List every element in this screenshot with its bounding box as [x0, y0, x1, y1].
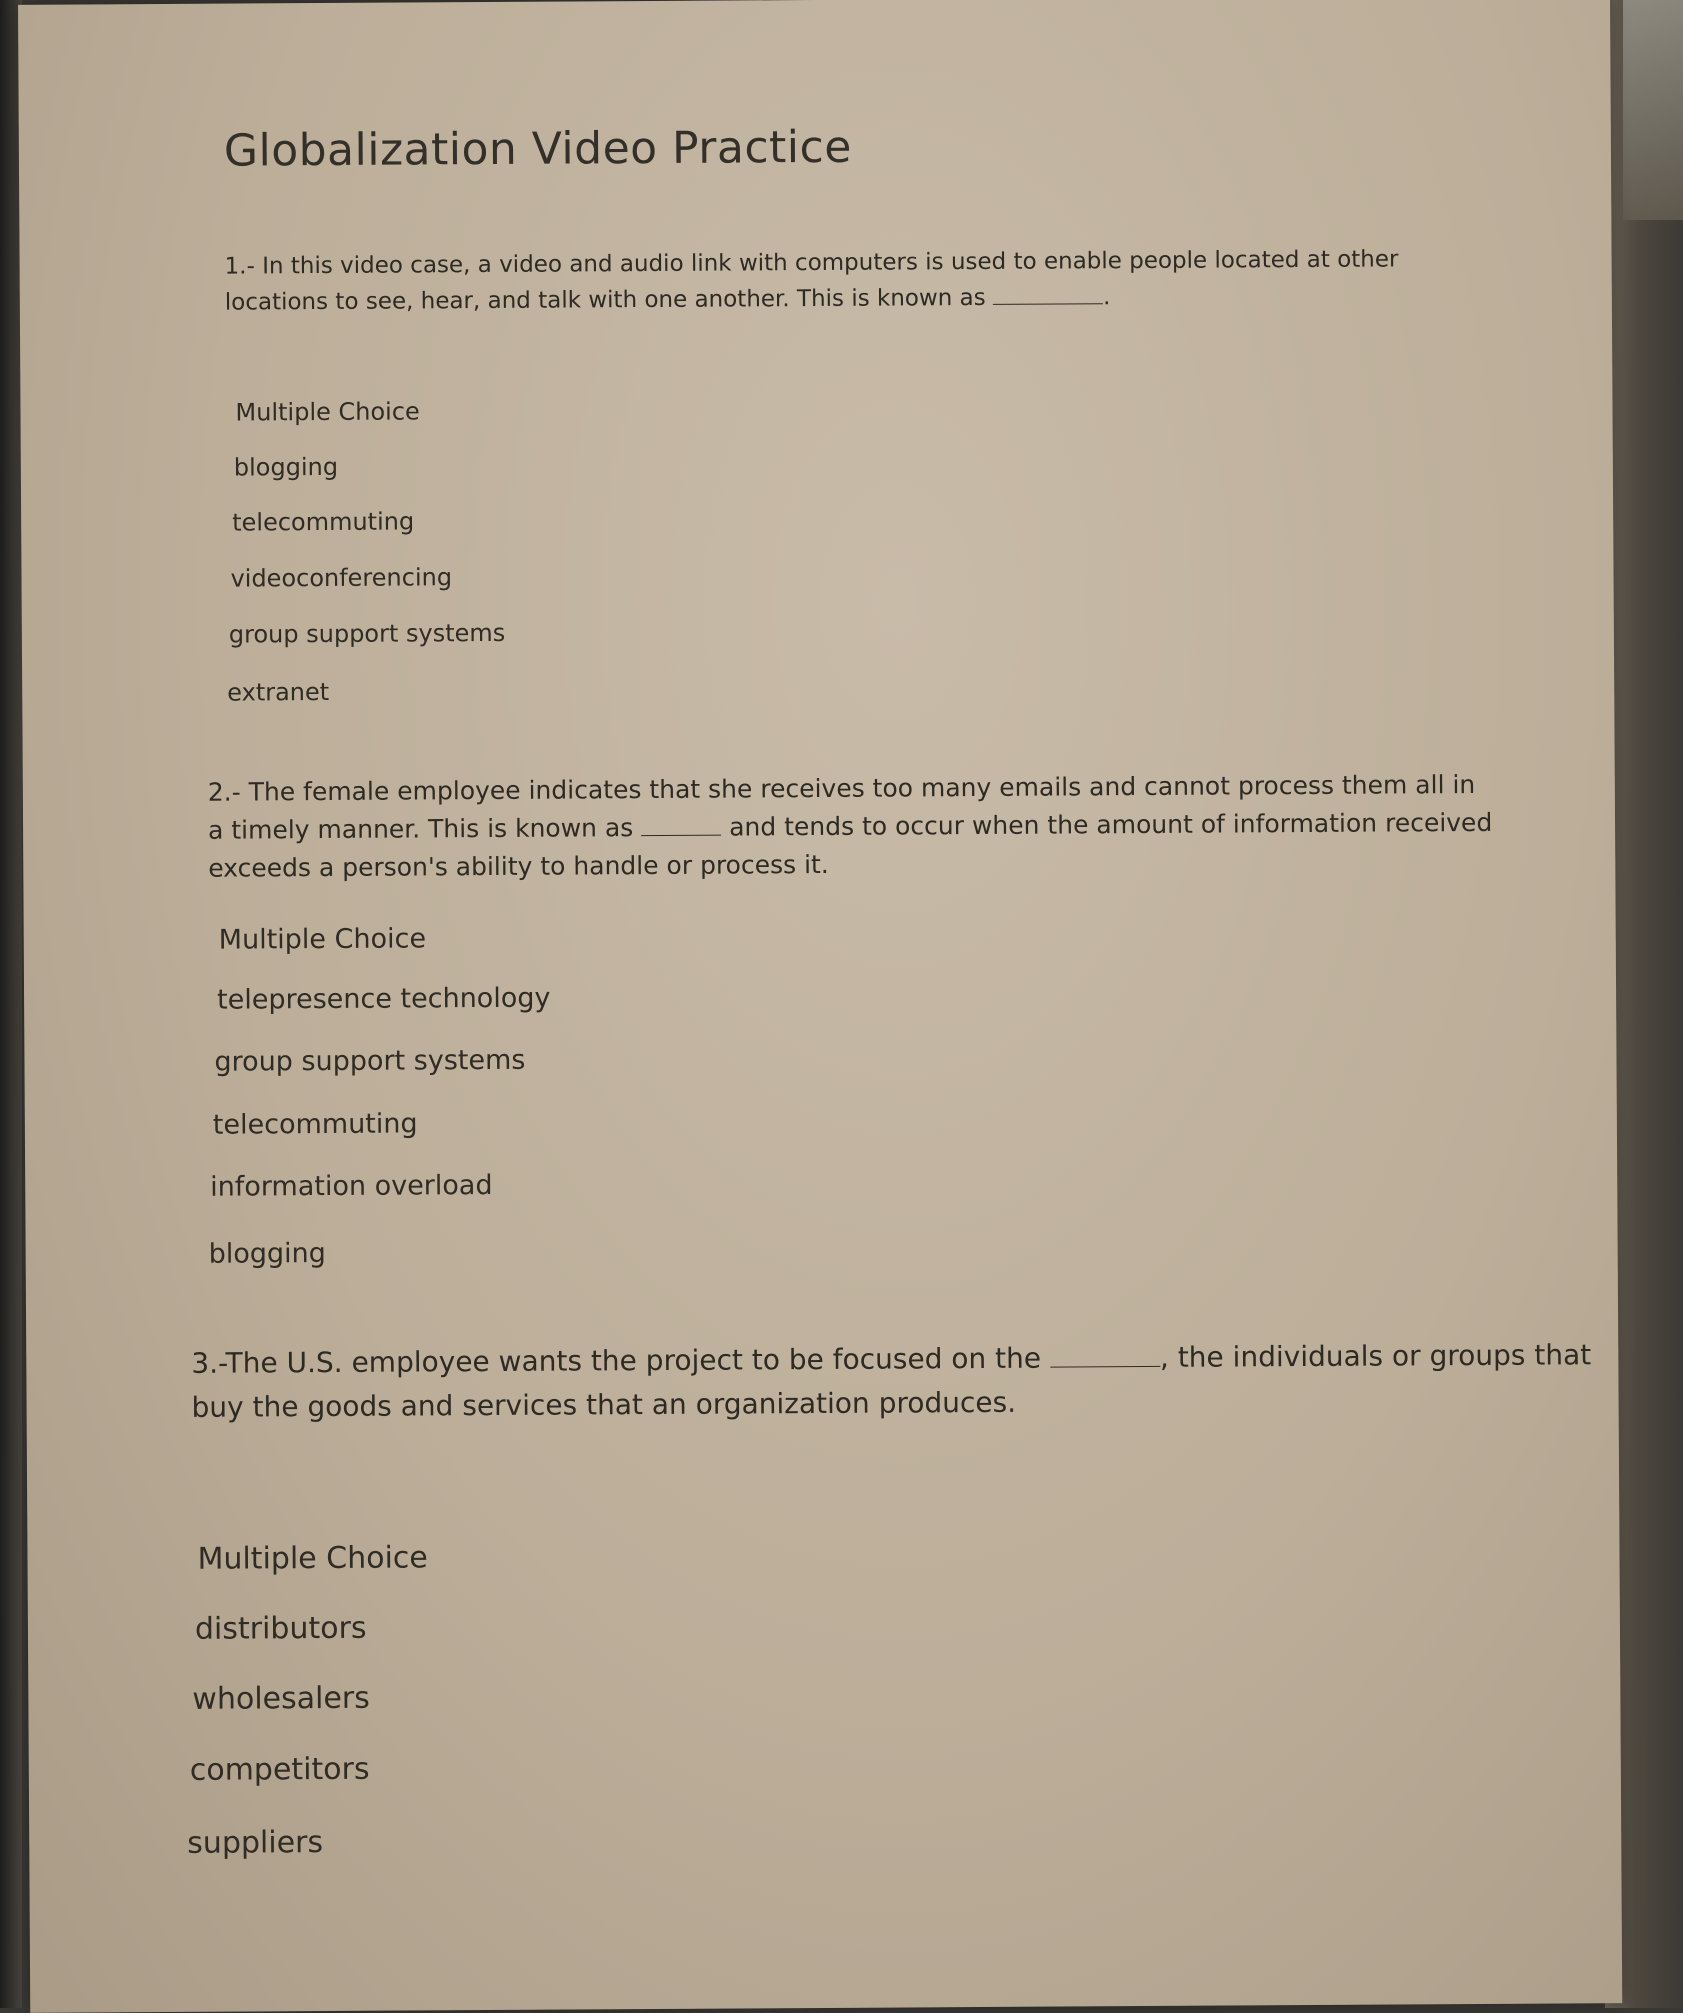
question-2: [208, 766, 1499, 888]
option-item[interactable]: competitors: [189, 1751, 370, 1788]
option-item[interactable]: telecommuting: [212, 1108, 418, 1141]
photo-background-left: [0, 0, 22, 2008]
option-item[interactable]: distributors: [194, 1610, 367, 1647]
option-item[interactable]: group support systems: [214, 1044, 526, 1078]
option-item[interactable]: blogging: [208, 1238, 326, 1270]
option-item[interactable]: information overload: [210, 1169, 493, 1203]
page-title: Globalization Video Practice: [223, 121, 852, 177]
question-3: [191, 1333, 1592, 1430]
option-item[interactable]: videoconferencing: [230, 563, 453, 593]
multiple-choice-label: Multiple Choice: [218, 923, 427, 956]
answer-blank: [641, 810, 721, 836]
option-item[interactable]: extranet: [227, 677, 330, 707]
worksheet-page: [18, 0, 1622, 2013]
option-item[interactable]: group support systems: [228, 618, 506, 649]
question-3-text: 3.-The U.S. employee wants the project to be focused on the: [191, 1341, 1042, 1380]
multiple-choice-label: Multiple Choice: [197, 1540, 428, 1577]
option-item[interactable]: suppliers: [187, 1825, 324, 1861]
answer-blank: [993, 280, 1103, 305]
option-item[interactable]: telepresence technology: [217, 982, 551, 1016]
question-2-text-end: and tends to occur when the amount of information received exceeds a person's ability to handle or process it.: [208, 807, 1493, 883]
worksheet-content: [18, 0, 1622, 2013]
question-3-text-end: , the individuals or groups that buy the goods and services that an organization produces.: [191, 1338, 1592, 1424]
question-1: [225, 241, 1455, 321]
answer-blank: [1050, 1338, 1160, 1368]
option-item[interactable]: telecommuting: [232, 507, 415, 537]
option-item[interactable]: wholesalers: [192, 1680, 370, 1717]
question-1-text-end: .: [1102, 284, 1111, 311]
multiple-choice-label: Multiple Choice: [235, 397, 420, 427]
photo-background-corner: [1623, 0, 1683, 220]
question-1-text: 1.- In this video case, a video and audio link with computers is used to enable people located at other locations to see, hear, and talk with one another. This is known as: [224, 246, 1399, 316]
option-item[interactable]: blogging: [233, 452, 339, 482]
question-2-text: 2.- The female employee indicates that she receives too many emails and cannot process them all in a timely manner. This is known as: [207, 769, 1476, 845]
